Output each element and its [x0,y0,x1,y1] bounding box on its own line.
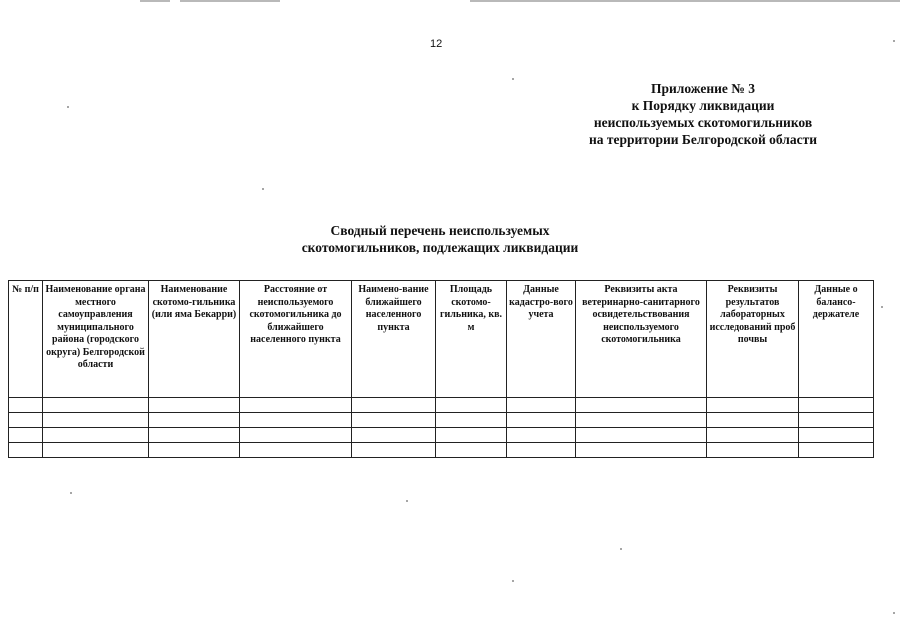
table-cell [436,443,507,458]
header-number: № п/п [9,281,43,398]
table-cell [507,398,576,413]
table-cell [43,398,149,413]
appendix-line: Приложение № 3 [651,81,755,96]
table-row [9,413,874,428]
table-cell [507,413,576,428]
page-number: 12 [430,38,443,50]
appendix-header [553,80,853,148]
header-authority: Наименование органа местного самоуправления муниципального района (городского округа) Белгородской области [43,281,149,398]
table-cell [576,398,707,413]
scan-speck [70,492,72,494]
table-header-row [9,281,874,398]
header-settlement-name: Наимено-вание ближайшего населенного пункта [352,281,436,398]
table-cell [707,428,799,443]
appendix-line: на территории Белгородской области [588,132,818,147]
table-cell [149,413,240,428]
header-lab-results: Реквизиты результатов лабораторных исследований проб почвы [707,281,799,398]
table-cell [799,428,874,443]
table-cell [799,413,874,428]
scan-edge-mark [180,0,280,2]
table-cell [240,398,352,413]
scan-speck [67,106,69,108]
table-cell [240,443,352,458]
summary-title-line: Сводный перечень неиспользуемых [330,223,550,238]
scan-speck [512,580,514,582]
table-cell [9,428,43,443]
header-burial-site-name: Наименование скотомо-гильника (или яма Бекарри) [149,281,240,398]
table-cell [43,413,149,428]
table-cell [149,443,240,458]
scan-speck [893,612,895,614]
table-cell [436,398,507,413]
table-cell [9,443,43,458]
table-cell [436,428,507,443]
header-area: Площадь скотомо-гильника, кв. м [436,281,507,398]
scan-speck [262,188,264,190]
table-cell [352,413,436,428]
appendix-line: к Порядку ликвидации [631,98,775,113]
table-cell [576,443,707,458]
scan-speck [406,500,408,502]
table-cell [799,398,874,413]
table-cell [507,443,576,458]
table-cell [352,428,436,443]
scan-edge-mark [140,0,170,2]
header-inspection-act: Реквизиты акта ветеринарно-санитарного освидетельствования неиспользуемого скотомогильника [576,281,707,398]
table-cell [149,428,240,443]
table-cell [576,413,707,428]
table-cell [240,428,352,443]
header-cadastral-data: Данные кадастро-вого учета [507,281,576,398]
scan-speck [512,78,514,80]
table-cell [436,413,507,428]
scan-speck [620,548,622,550]
table-cell [9,398,43,413]
table-row [9,398,874,413]
table-cell [507,428,576,443]
table-row [9,443,874,458]
summary-title-line: скотомогильников, подлежащих ликвидации [301,240,579,255]
table-cell [707,443,799,458]
table-cell [576,428,707,443]
table-cell [43,443,149,458]
scan-speck [893,40,895,42]
appendix-line: неиспользуемых скотомогильников [593,115,813,130]
table-cell [9,413,43,428]
table-cell [799,443,874,458]
table-cell [352,398,436,413]
summary-title [230,222,650,256]
scan-edge-mark [470,0,900,2]
header-balance-holder: Данные о балансо-держателе [799,281,874,398]
table-cell [43,428,149,443]
table-cell [352,443,436,458]
register-table [8,280,874,458]
scan-speck [881,306,883,308]
table-cell [240,413,352,428]
header-distance: Расстояние от неиспользуемого скотомогильника до ближайшего населенного пункта [240,281,352,398]
table-cell [707,398,799,413]
table-row [9,428,874,443]
table-cell [707,413,799,428]
table-cell [149,398,240,413]
